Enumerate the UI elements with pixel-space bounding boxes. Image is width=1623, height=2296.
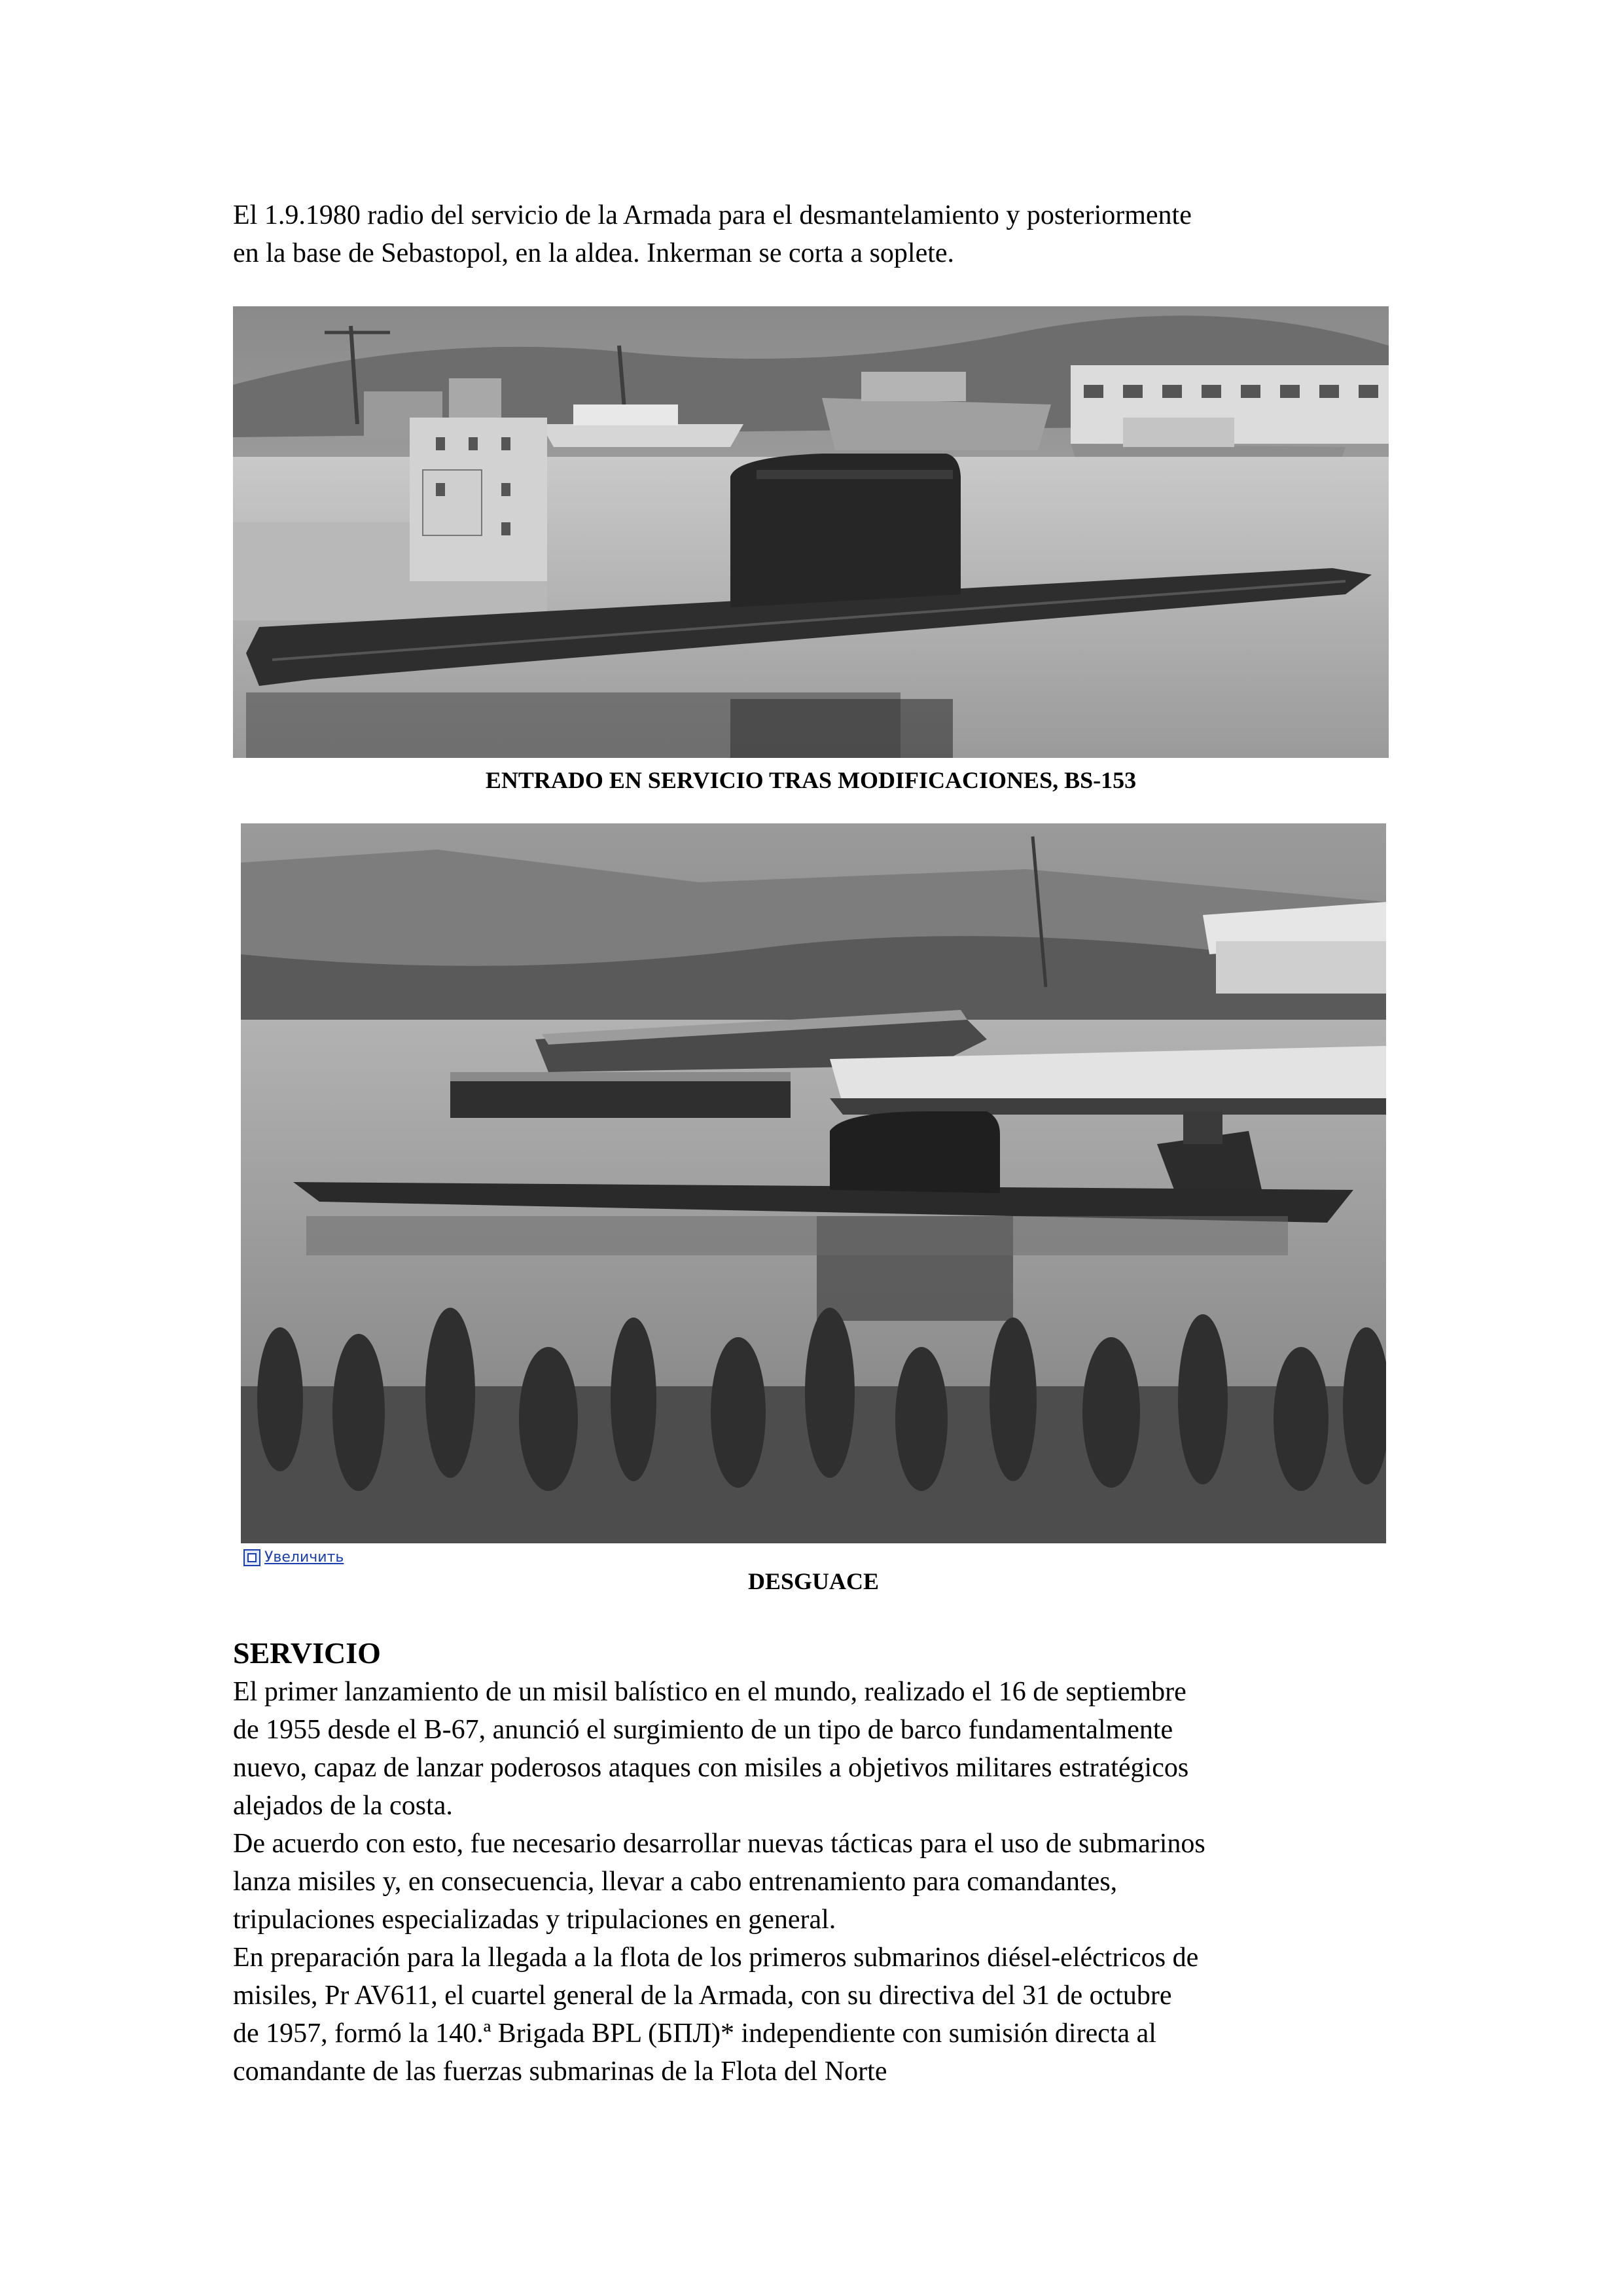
body-line-10: de 1957, formó la 140.ª Brigada BPL (БПЛ)* independiente con sumisión directa al (233, 2018, 1156, 2049)
photo-1-caption: ENTRADO EN SERVICIO TRAS MODIFICACIONES, BS-153 (485, 767, 1137, 793)
enlarge-link[interactable] (243, 1549, 344, 1567)
body-line-5: De acuerdo con esto, fue necesario desarrollar nuevas tácticas para el uso de submarinos (233, 1829, 1205, 1859)
intro-line-1: El 1.9.1980 radio del servicio de la Armada para el desmantelamiento y posteriormente (233, 200, 1192, 230)
photo-2-caption: DESGUACE (747, 1568, 880, 1594)
body-line-3: nuevo, capaz de lanzar poderosos ataques con misiles a objetivos militares estratégicos (233, 1753, 1189, 1783)
body-line-6: lanza misiles y, en consecuencia, llevar a cabo entrenamiento para comandantes, (233, 1867, 1118, 1897)
enlarge-link-label[interactable]: Увеличить (264, 1549, 344, 1566)
body-line-9: misiles, Pr AV611, el cuartel general de la Armada, con su directiva del 31 de octubre (233, 1981, 1172, 2011)
section-heading: SERVICIO (233, 1636, 381, 1670)
body-line-7: tripulaciones especializadas y tripulaciones en general. (233, 1905, 836, 1935)
body-line-4: alejados de la costa. (233, 1791, 453, 1821)
submarine-in-port-photo (233, 306, 1389, 758)
intro-line-2: en la base de Sebastopol, en la aldea. Inkerman se corta a soplete. (233, 238, 955, 268)
submarine-scrapping-photo (241, 823, 1386, 1543)
body-line-1: El primer lanzamiento de un misil balístico en el mundo, realizado el 16 de septiembre (233, 1677, 1186, 1707)
zoom-icon (243, 1549, 260, 1566)
body-line-11: comandante de las fuerzas submarinas de la Flota del Norte (233, 2056, 887, 2087)
body-line-8: En preparación para la llegada a la flota de los primeros submarinos diésel-eléctricos de (233, 1943, 1199, 1973)
body-line-2: de 1955 desde el B-67, anunció el surgimiento de un tipo de barco fundamentalmente (233, 1715, 1173, 1745)
